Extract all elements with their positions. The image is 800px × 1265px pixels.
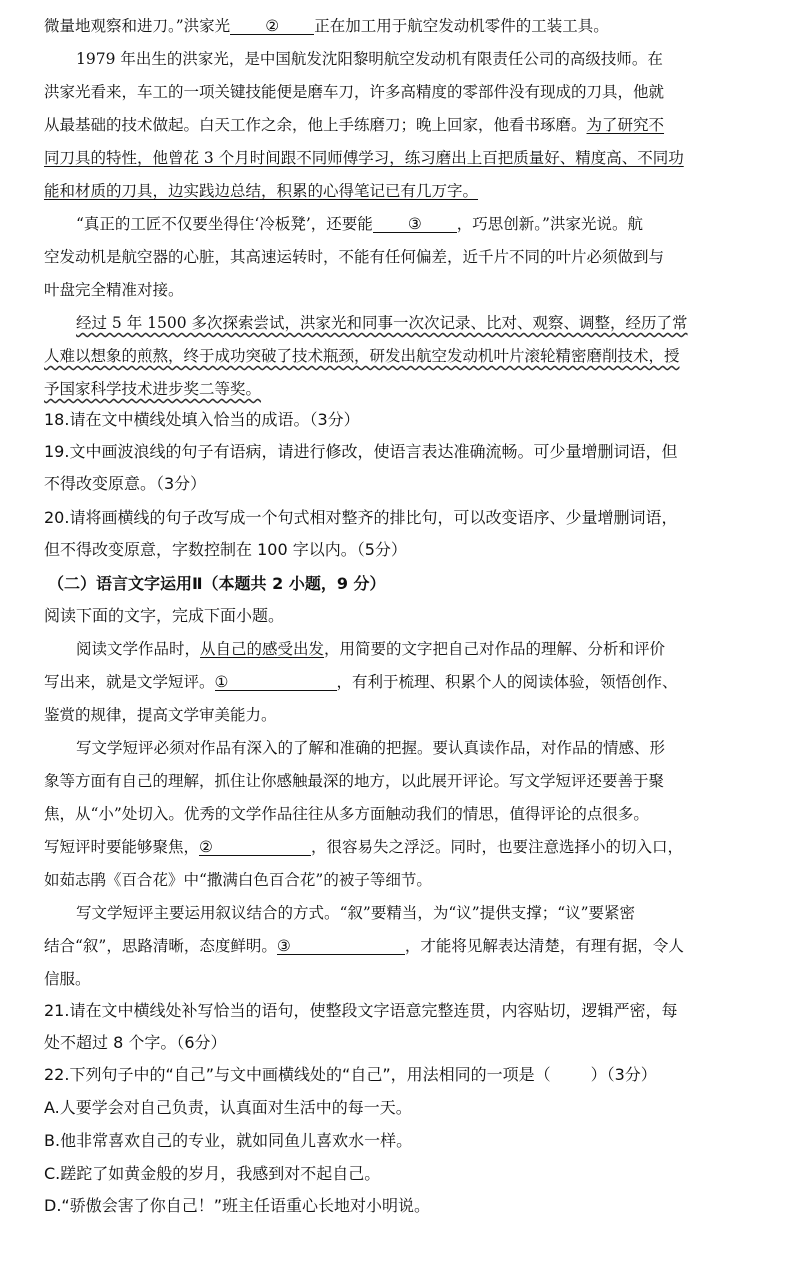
passage1-line-6 (44, 181, 478, 201)
blank-3b[interactable]: ③ (277, 936, 405, 955)
blank-2[interactable]: ② (230, 16, 314, 35)
question-19-line-1: 19.文中画波浪线的句子有语病，请进行修改，使语言表达准确流畅。可少量增删词语，但 (44, 442, 678, 461)
option-c[interactable]: C.蹉跎了如黄金般的岁月，我感到对不起自己。 (44, 1164, 381, 1183)
passage1-line-4 (44, 115, 664, 135)
passage1-line-11 (44, 346, 680, 366)
text: 结合“叙”，思路清晰，态度鲜明。 (44, 937, 277, 955)
passage1-line-10 (76, 313, 688, 333)
text: ，才能将见解表达清楚，有理有据，令人 (404, 937, 684, 955)
question-21-line-2: 处不超过 8 个字。（6分） (44, 1033, 227, 1052)
text: “真正的工匠不仅要坐得住‘冷板凳’，还要能 (76, 215, 373, 233)
passage1-line-8: 空发动机是航空器的心脏，其高速运转时，不能有任何偏差，近千片不同的叶片必须做到与 (44, 248, 665, 266)
passage1-line-1 (44, 16, 609, 36)
text: ，很容易失之浮泛。同时，也要注意选择小的切入口， (311, 838, 684, 856)
underlined-sentence: 同刀具的特性，他曾花 3 个月时间跟不同师傅学习，练习磨出上百把质量好、精度高、不同功 (44, 149, 684, 167)
passage2-line-1 (76, 639, 665, 659)
blank-1[interactable]: ① (215, 672, 337, 691)
passage2-line-9: 写文学短评主要运用叙议结合的方式。“叙”要精当，为“议”提供支撑；“议”要紧密 (76, 904, 636, 922)
text: 写出来，就是文学短评。 (44, 673, 215, 691)
passage1-line-7 (76, 214, 643, 234)
text: ）（3分） (590, 1065, 657, 1084)
text: 从最基础的技术做起。白天工作之余，他上手练磨刀；晚上回家，他看书琢磨。 (44, 116, 587, 134)
section-title: （二）语言文字运用Ⅱ（本题共 2 小题，9 分） (48, 574, 386, 593)
text: 22.下列句子中的“自己”与文中画横线处的“自己”，用法相同的一项是（ (44, 1065, 551, 1084)
passage1-line-12 (44, 379, 261, 399)
wavy-sentence: 经过 5 年 1500 多次探索尝试，洪家光和同事一次次记录、比对、观察、调整，经历了常 (76, 314, 688, 332)
text: ，有利于梳理、积累个人的阅读体验，领悟创作、 (336, 673, 678, 691)
passage2-line-10 (44, 936, 684, 956)
passage2-line-11: 信服。 (44, 970, 91, 988)
wavy-sentence: 予国家科学技术进步奖二等奖。 (44, 380, 262, 398)
passage1-line-5 (44, 148, 684, 168)
text: 微量地观察和进刀。”洪家光 (44, 17, 231, 35)
underlined-sentence: 为了研究不 (586, 116, 665, 134)
text: 阅读文学作品时， (76, 640, 201, 658)
option-a[interactable]: A.人要学会对自己负责，认真面对生活中的每一天。 (44, 1098, 412, 1117)
question-19-line-2: 不得改变原意。（3分） (44, 474, 207, 493)
text: 写短评时要能够聚焦， (44, 838, 200, 856)
text: ，用简要的文字把自己对作品的理解、分析和评价 (324, 640, 666, 658)
passage2-line-6: 焦，从“小”处切入。优秀的文学作品往往从多方面触动我们的情思，值得评论的点很多。 (44, 805, 649, 823)
underlined-phrase: 从自己的感受出发 (200, 640, 325, 658)
text: ，巧思创新。”洪家光说。航 (456, 215, 643, 233)
passage1-line-2: 1979 年出生的洪家光，是中国航发沈阳黎明航空发动机有限责任公司的高级技师。在 (76, 50, 663, 68)
passage2-line-3: 鉴赏的规律，提高文学审美能力。 (44, 706, 277, 724)
wavy-sentence: 人难以想象的煎熬，终于成功突破了技术瓶颈，研发出航空发动机叶片滚轮精密磨削技术，授 (44, 347, 680, 365)
question-20-line-1: 20.请将画横线的句子改写成一个句式相对整齐的排比句，可以改变语序、少量增删词语， (44, 508, 678, 527)
question-21-line-1: 21.请在文中横线处补写恰当的语句，使整段文字语意完整连贯，内容贴切，逻辑严密，每 (44, 1001, 678, 1020)
option-b[interactable]: B.他非常喜欢自己的专业，就如同鱼儿喜欢水一样。 (44, 1131, 413, 1150)
question-18: 18.请在文中横线处填入恰当的成语。（3分） (44, 410, 360, 429)
text: 正在加工用于航空发动机零件的工装工具。 (314, 17, 609, 35)
underlined-sentence: 能和材质的刀具，边实践边总结，积累的心得笔记已有几万字。 (44, 182, 479, 200)
option-d[interactable]: D.“骄傲会害了你自己！”班主任语重心长地对小明说。 (44, 1196, 430, 1215)
passage2-line-8: 如茹志鹃《百合花》中“撒满白色百合花”的被子等细节。 (44, 871, 432, 889)
blank-2b[interactable]: ② (199, 837, 311, 856)
passage1-line-3: 洪家光看来，车工的一项关键技能便是磨车刀，许多高精度的零部件没有现成的刀具，他就 (44, 83, 665, 101)
passage1-line-9: 叶盘完全精准对接。 (44, 281, 184, 299)
question-20-line-2: 但不得改变原意，字数控制在 100 字以内。（5分） (44, 540, 407, 559)
passage2-line-7 (44, 837, 683, 857)
section-instruction: 阅读下面的文字，完成下面小题。 (44, 606, 285, 625)
question-22 (44, 1065, 657, 1085)
blank-3[interactable]: ③ (373, 214, 457, 233)
passage2-line-5: 象等方面有自己的理解，抓住让你感触最深的地方，以此展开评论。写文学短评还要善于聚 (44, 772, 665, 790)
passage2-line-2 (44, 672, 678, 692)
passage2-line-4: 写文学短评必须对作品有深入的了解和准确的把握。要认真读作品，对作品的情感、形 (76, 739, 666, 757)
